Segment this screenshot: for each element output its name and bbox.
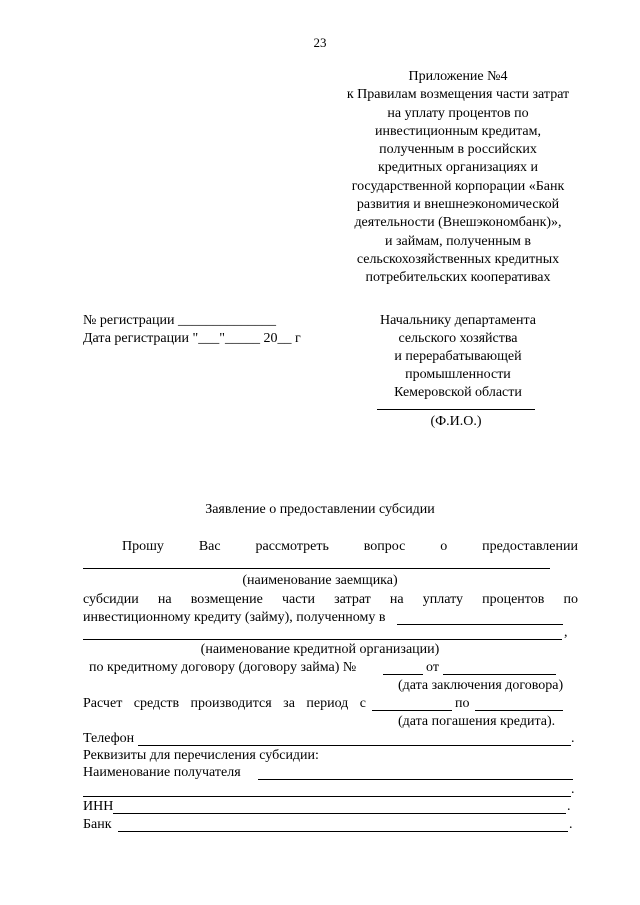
subsidy-word: на [157,592,172,607]
requisites-label: Реквизиты для перечисления субсидии: [83,748,319,763]
borrower-name-field[interactable] [83,568,550,569]
subsidy-word: по [563,592,578,607]
appendix-line: кредитных организациях и [377,160,539,176]
contract-date-field[interactable] [443,674,556,675]
registration-date: Дата регистрации "___"_____ 20__ г [83,331,301,346]
phone-label: Телефон [83,731,135,746]
page-number: 23 [313,35,327,50]
fio-caption: (Ф.И.О.) [430,414,482,429]
contract-number-field[interactable] [383,674,423,675]
comma: , [564,625,568,640]
appendix-line: Приложение №4 [408,69,508,84]
subsidy-line [83,591,578,609]
recipient-field[interactable] [258,779,573,780]
addressee-line: Начальнику департамента [379,313,537,328]
subsidy-word: процентов [482,592,545,607]
period-to-label: по [455,696,470,711]
addressee-block [360,312,556,402]
calc-word: производится [190,696,272,711]
request-word: предоставлении [482,539,578,554]
appendix-line: полученным в российских [379,142,537,158]
registration-block [83,312,301,348]
request-word: о [440,539,448,554]
repay-caption: (дата погашения кредита). [398,714,556,729]
subsidy-word: части [281,592,316,607]
contract-line: по кредитному договору (договору займа) № [89,660,357,675]
appendix-line: сельскохозяйственных кредитных [356,251,560,267]
appendix-header [330,68,586,288]
contract-date-caption: (дата заключения договора) [398,678,564,693]
appendix-line: развития и внешнеэкономической [356,197,560,213]
appendix-line: на уплату процентов по [387,105,529,121]
calc-word: с [359,696,366,711]
subsidy-word: на [389,592,404,607]
addressee-line: Кемеровской области [394,385,522,400]
dot: . [571,731,575,746]
calc-line [83,695,366,713]
request-line [122,538,578,556]
dot: . [569,817,573,832]
inn-label: ИНН [83,799,114,814]
appendix-line: и займам, полученным в [385,233,531,249]
calc-word: Расчет [83,696,123,711]
dot: . [571,782,575,797]
recipient-field-continued[interactable] [83,796,571,797]
registration-number: № регистрации ______________ [83,313,276,328]
calc-word: за [283,696,295,711]
subsidy-word: субсидии [83,592,139,607]
appendix-line: потребительских кооперативах [365,270,551,286]
addressee-line: промышленности [405,367,511,382]
borrower-caption: (наименование заемщика) [242,573,398,588]
period-end-field[interactable] [475,710,563,711]
bank-label: Банк [83,817,112,832]
appendix-line: к Правилам возмещения части затрат [346,87,570,103]
credit-org-field[interactable] [397,624,563,625]
request-word: вопрос [363,539,406,554]
fio-underline [377,409,535,410]
recipient-label: Наименование получателя [83,765,241,780]
request-word: Вас [198,539,221,554]
request-word: рассмотреть [255,539,329,554]
request-word: Прошу [122,539,164,554]
credit-org-name-field[interactable] [83,639,562,640]
dot: . [567,799,571,814]
calc-word: период [306,696,349,711]
appendix-line: деятельности (Внешэкономбанк)», [354,215,562,231]
addressee-line: сельского хозяйства [398,331,518,346]
appendix-line: государственной корпорации «Банк [351,178,565,194]
subsidy-word: уплату [422,592,463,607]
org-caption: (наименование кредитной организации) [200,642,440,657]
period-start-field[interactable] [372,710,452,711]
contract-from-label: от [426,660,439,675]
credit-line: инвестиционному кредиту (займу), полученному в [83,610,386,625]
form-title: Заявление о предоставлении субсидии [205,502,435,517]
inn-field[interactable] [113,813,566,814]
calc-word: средств [133,696,180,711]
appendix-line: инвестиционным кредитам, [375,123,541,139]
addressee-line: и перерабатывающей [394,349,522,364]
subsidy-word: возмещение [190,592,263,607]
subsidy-word: затрат [334,592,371,607]
bank-field[interactable] [118,831,568,832]
phone-field[interactable] [138,745,571,746]
